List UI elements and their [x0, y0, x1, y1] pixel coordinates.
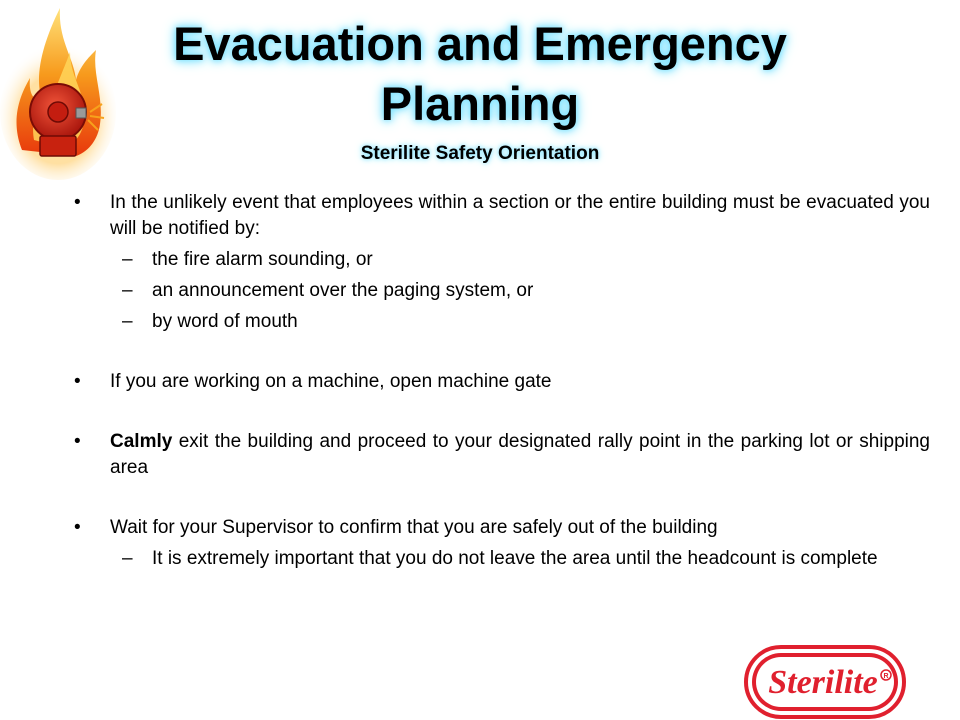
bullet-emphasis: Calmly — [110, 431, 173, 452]
sub-bullet-item — [70, 247, 930, 273]
sub-bullet-text: by word of mouth — [152, 311, 298, 332]
title-line-1: Evacuation and Emergency — [173, 17, 787, 70]
sub-bullet-item — [70, 309, 930, 335]
bullet-marker: • — [74, 431, 81, 452]
bullet-text: If you are working on a machine, open machine gate — [110, 371, 552, 392]
bullet-item — [70, 190, 930, 242]
sub-bullet-text: It is extremely important that you do not leave the area until the headcount is complete — [152, 548, 878, 569]
sub-bullet-item — [70, 278, 930, 304]
bullet-text: exit the building and proceed to your designated rally point in the parking lot or shipping area — [110, 431, 930, 478]
sub-bullet-item — [70, 546, 930, 572]
slide-subtitle: Sterilite Safety Orientation — [360, 143, 600, 164]
bullet-item — [70, 429, 930, 481]
slide-title — [100, 14, 860, 134]
sub-bullet-text: an announcement over the paging system, or — [152, 280, 534, 301]
dash-marker: – — [122, 249, 133, 270]
dash-marker: – — [122, 548, 133, 569]
bullet-item — [70, 515, 930, 541]
bullet-text: Wait for your Supervisor to confirm that you are safely out of the building — [110, 517, 718, 538]
bullet-marker: • — [74, 517, 81, 538]
bullet-marker: • — [74, 192, 81, 213]
title-line-2: Planning — [380, 77, 580, 130]
bullet-list — [70, 190, 930, 572]
sterilite-logo — [744, 645, 906, 719]
svg-text:Sterilite: Sterilite — [768, 664, 878, 701]
bullet-text: In the unlikely event that employees within a section or the entire building must be evacuated you will be notified by: — [110, 192, 930, 239]
dash-marker: – — [122, 311, 133, 332]
svg-text:R: R — [883, 673, 889, 680]
bullet-item — [70, 369, 930, 395]
sub-bullet-text: the fire alarm sounding, or — [152, 249, 373, 270]
bullet-marker: • — [74, 371, 81, 392]
dash-marker: – — [122, 280, 133, 301]
